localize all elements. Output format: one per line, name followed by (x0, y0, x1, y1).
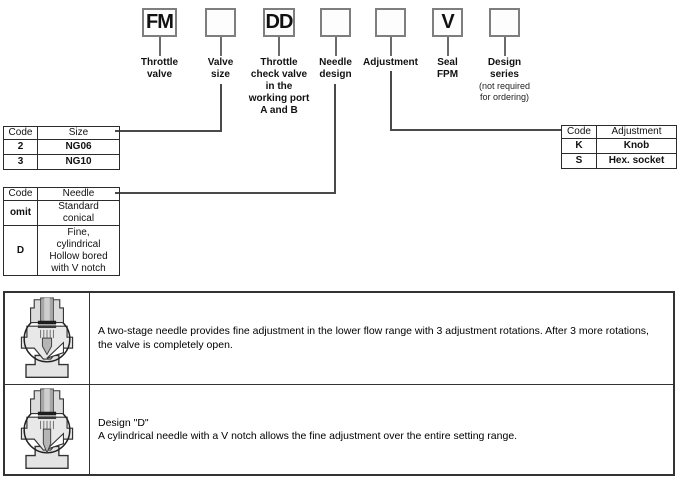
code-cell: 2 (4, 140, 38, 155)
model-code-box-valve-size (205, 8, 236, 37)
model-code-box-needle-design (320, 8, 351, 37)
box-note-design-series: (not required for ordering) (478, 81, 531, 102)
throttle-valve-section-icon (14, 297, 80, 381)
note-body: A cylindrical needle with a V notch allows the fine adjustment over the entire setting range. (98, 430, 518, 442)
box-label-throttle-valve: Throttle valve (140, 57, 179, 80)
needle-code-table (3, 187, 120, 276)
model-code-box-throttle-check-valve: DD (263, 8, 295, 37)
model-code-box-adjustment (375, 8, 406, 37)
col-header: Code (562, 126, 597, 139)
box-label-needle-design: Needle design (319, 57, 352, 80)
value-cell: NG06 (38, 140, 120, 155)
box-stem (159, 37, 161, 56)
col-header: Code (4, 127, 38, 140)
note-body: A two-stage needle provides fine adjustment in the lower flow range with 3 adjustment rotations. After 3 more rotations, the valve is completely open. (98, 325, 649, 351)
code-cell: D (4, 226, 38, 276)
note-title: Design "D" (98, 416, 149, 429)
model-code-box-seal-fpm: V (432, 8, 463, 37)
box-label-valve-size: Valve size (207, 57, 234, 80)
note-text-block (90, 385, 673, 475)
throttle-valve-section-d-icon (14, 388, 80, 472)
box-label-throttle-check-valve: Throttle check valve in the working port A and B (248, 57, 310, 116)
col-header: Adjustment (597, 126, 677, 139)
col-header: Needle (38, 188, 120, 201)
code-cell: omit (4, 201, 38, 226)
value-cell: NG10 (38, 155, 120, 170)
value-cell: Fine, cylindrical Hollow bored with V notch (38, 226, 120, 276)
box-stem (504, 37, 506, 56)
valve-cross-section-figure (5, 385, 90, 475)
box-stem (335, 37, 337, 56)
connector-valve-size-h (115, 130, 222, 132)
connector-valve-size-v (220, 84, 222, 132)
size-code-table (3, 126, 120, 170)
code-cell: 3 (4, 155, 38, 170)
box-stem (278, 37, 280, 56)
col-header: Size (38, 127, 120, 140)
connector-adjustment-v (390, 71, 392, 131)
note-row-two-stage (5, 293, 673, 385)
box-stem (220, 37, 222, 56)
code-cell: K (562, 139, 597, 154)
note-text-block (90, 293, 673, 384)
box-label-seal-fpm: Seal FPM (436, 57, 459, 80)
model-code-box-throttle-valve: FM (142, 8, 177, 37)
connector-needle-design-v (334, 84, 336, 194)
note-row-design-d (5, 385, 673, 475)
value-cell: Knob (597, 139, 677, 154)
value-cell: Hex. socket (597, 154, 677, 169)
box-label-adjustment: Adjustment (363, 57, 418, 68)
needle-notes-table (3, 291, 675, 476)
box-stem (390, 37, 392, 56)
model-code-box-design-series (489, 8, 520, 37)
connector-needle-design-h (115, 192, 336, 194)
box-stem (447, 37, 449, 56)
code-cell: S (562, 154, 597, 169)
col-header: Code (4, 188, 38, 201)
valve-cross-section-figure (5, 293, 90, 384)
adjustment-code-table (561, 125, 677, 169)
box-label-design-series: Design series (not required for ordering) (445, 57, 565, 103)
connector-adjustment-h (390, 129, 562, 131)
value-cell: Standard conical (38, 201, 120, 226)
